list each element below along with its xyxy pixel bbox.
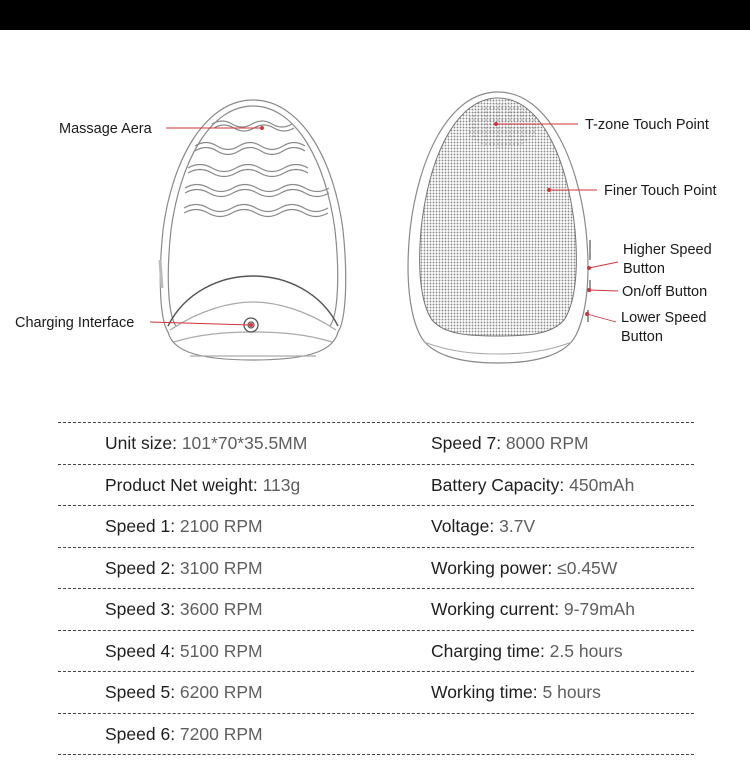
label-massage-area: Massage Aera	[59, 121, 152, 137]
spec-value: 5 hours	[542, 682, 601, 702]
spec-value: 7200 RPM	[179, 723, 263, 744]
spec-value: 2100 RPM	[179, 516, 263, 536]
label-t-zone-touch-point: T-zone Touch Point	[585, 117, 709, 133]
spec-row	[58, 630, 694, 672]
spec-value: ≤0.45W	[557, 557, 618, 578]
top-black-bar	[0, 0, 750, 30]
spec-cell	[105, 558, 263, 579]
spec-value: 2.5 hours	[549, 640, 623, 661]
spec-cell	[431, 558, 617, 579]
spec-label: Product Net weight:	[105, 474, 263, 495]
product-diagram	[0, 30, 750, 400]
device-back-view	[408, 92, 590, 363]
label-higher-speed-line1: Higher Speed	[623, 242, 712, 258]
spec-row	[58, 713, 694, 756]
spec-row	[58, 671, 694, 713]
t-zone-area	[466, 104, 538, 148]
spec-cell	[431, 599, 635, 620]
spec-value: 6200 RPM	[179, 682, 263, 702]
spec-cell	[105, 599, 263, 620]
spec-label: Unit size:	[105, 433, 182, 453]
specifications-table	[58, 422, 694, 755]
spec-cell	[431, 433, 589, 454]
spec-cell	[431, 682, 601, 703]
spec-value: 8000 RPM	[505, 433, 589, 453]
spec-row	[58, 505, 694, 547]
spec-cell	[105, 682, 263, 703]
device-front-inner	[168, 106, 253, 326]
spec-label: Working power:	[431, 557, 558, 578]
spec-cell	[105, 516, 263, 537]
label-charging-interface: Charging Interface	[15, 315, 135, 331]
spec-cell	[105, 641, 263, 662]
label-lower-speed-button	[621, 309, 706, 347]
spec-label: Speed 2:	[105, 557, 180, 578]
device-front-view	[160, 100, 346, 360]
label-higher-speed-button	[623, 241, 712, 279]
spec-label: Working time:	[431, 682, 543, 702]
spec-label: Speed 4:	[105, 640, 180, 661]
spec-label: Charging time:	[431, 640, 550, 661]
spec-value: 3100 RPM	[179, 557, 263, 578]
spec-label: Battery Capacity:	[431, 474, 570, 495]
spec-cell	[105, 475, 300, 496]
spec-value: 450mAh	[569, 474, 635, 495]
spec-label: Speed 6:	[105, 723, 180, 744]
spec-label: Speed 5:	[105, 682, 180, 702]
label-lower-speed-line1: Lower Speed	[621, 310, 707, 326]
spec-row	[58, 464, 694, 506]
spec-row	[58, 422, 694, 464]
label-higher-speed-line2: Button	[623, 261, 665, 277]
spec-cell	[105, 433, 307, 454]
spec-row	[58, 588, 694, 630]
spec-value: 9-79mAh	[563, 599, 635, 619]
spec-value: 113g	[262, 474, 301, 495]
label-lower-speed-line2: Button	[621, 329, 663, 345]
spec-row	[58, 547, 694, 589]
label-finer-touch-point: Finer Touch Point	[604, 183, 717, 199]
spec-value: 101*70*35.5MM	[181, 433, 308, 453]
spec-label: Working current:	[431, 599, 564, 619]
spec-label: Voltage:	[431, 516, 500, 536]
spec-label: Speed 3:	[105, 599, 180, 619]
label-onoff-button: On/off Button	[622, 284, 708, 300]
spec-cell	[105, 724, 263, 745]
spec-cell	[431, 641, 623, 662]
spec-label: Speed 7:	[431, 433, 506, 453]
spec-value: 3600 RPM	[179, 599, 263, 619]
device-front-body	[160, 100, 345, 360]
spec-value: 5100 RPM	[179, 640, 263, 661]
spec-cell	[431, 475, 634, 496]
spec-value: 3.7V	[499, 516, 536, 536]
spec-label: Speed 1:	[105, 516, 180, 536]
spec-cell	[431, 516, 535, 537]
